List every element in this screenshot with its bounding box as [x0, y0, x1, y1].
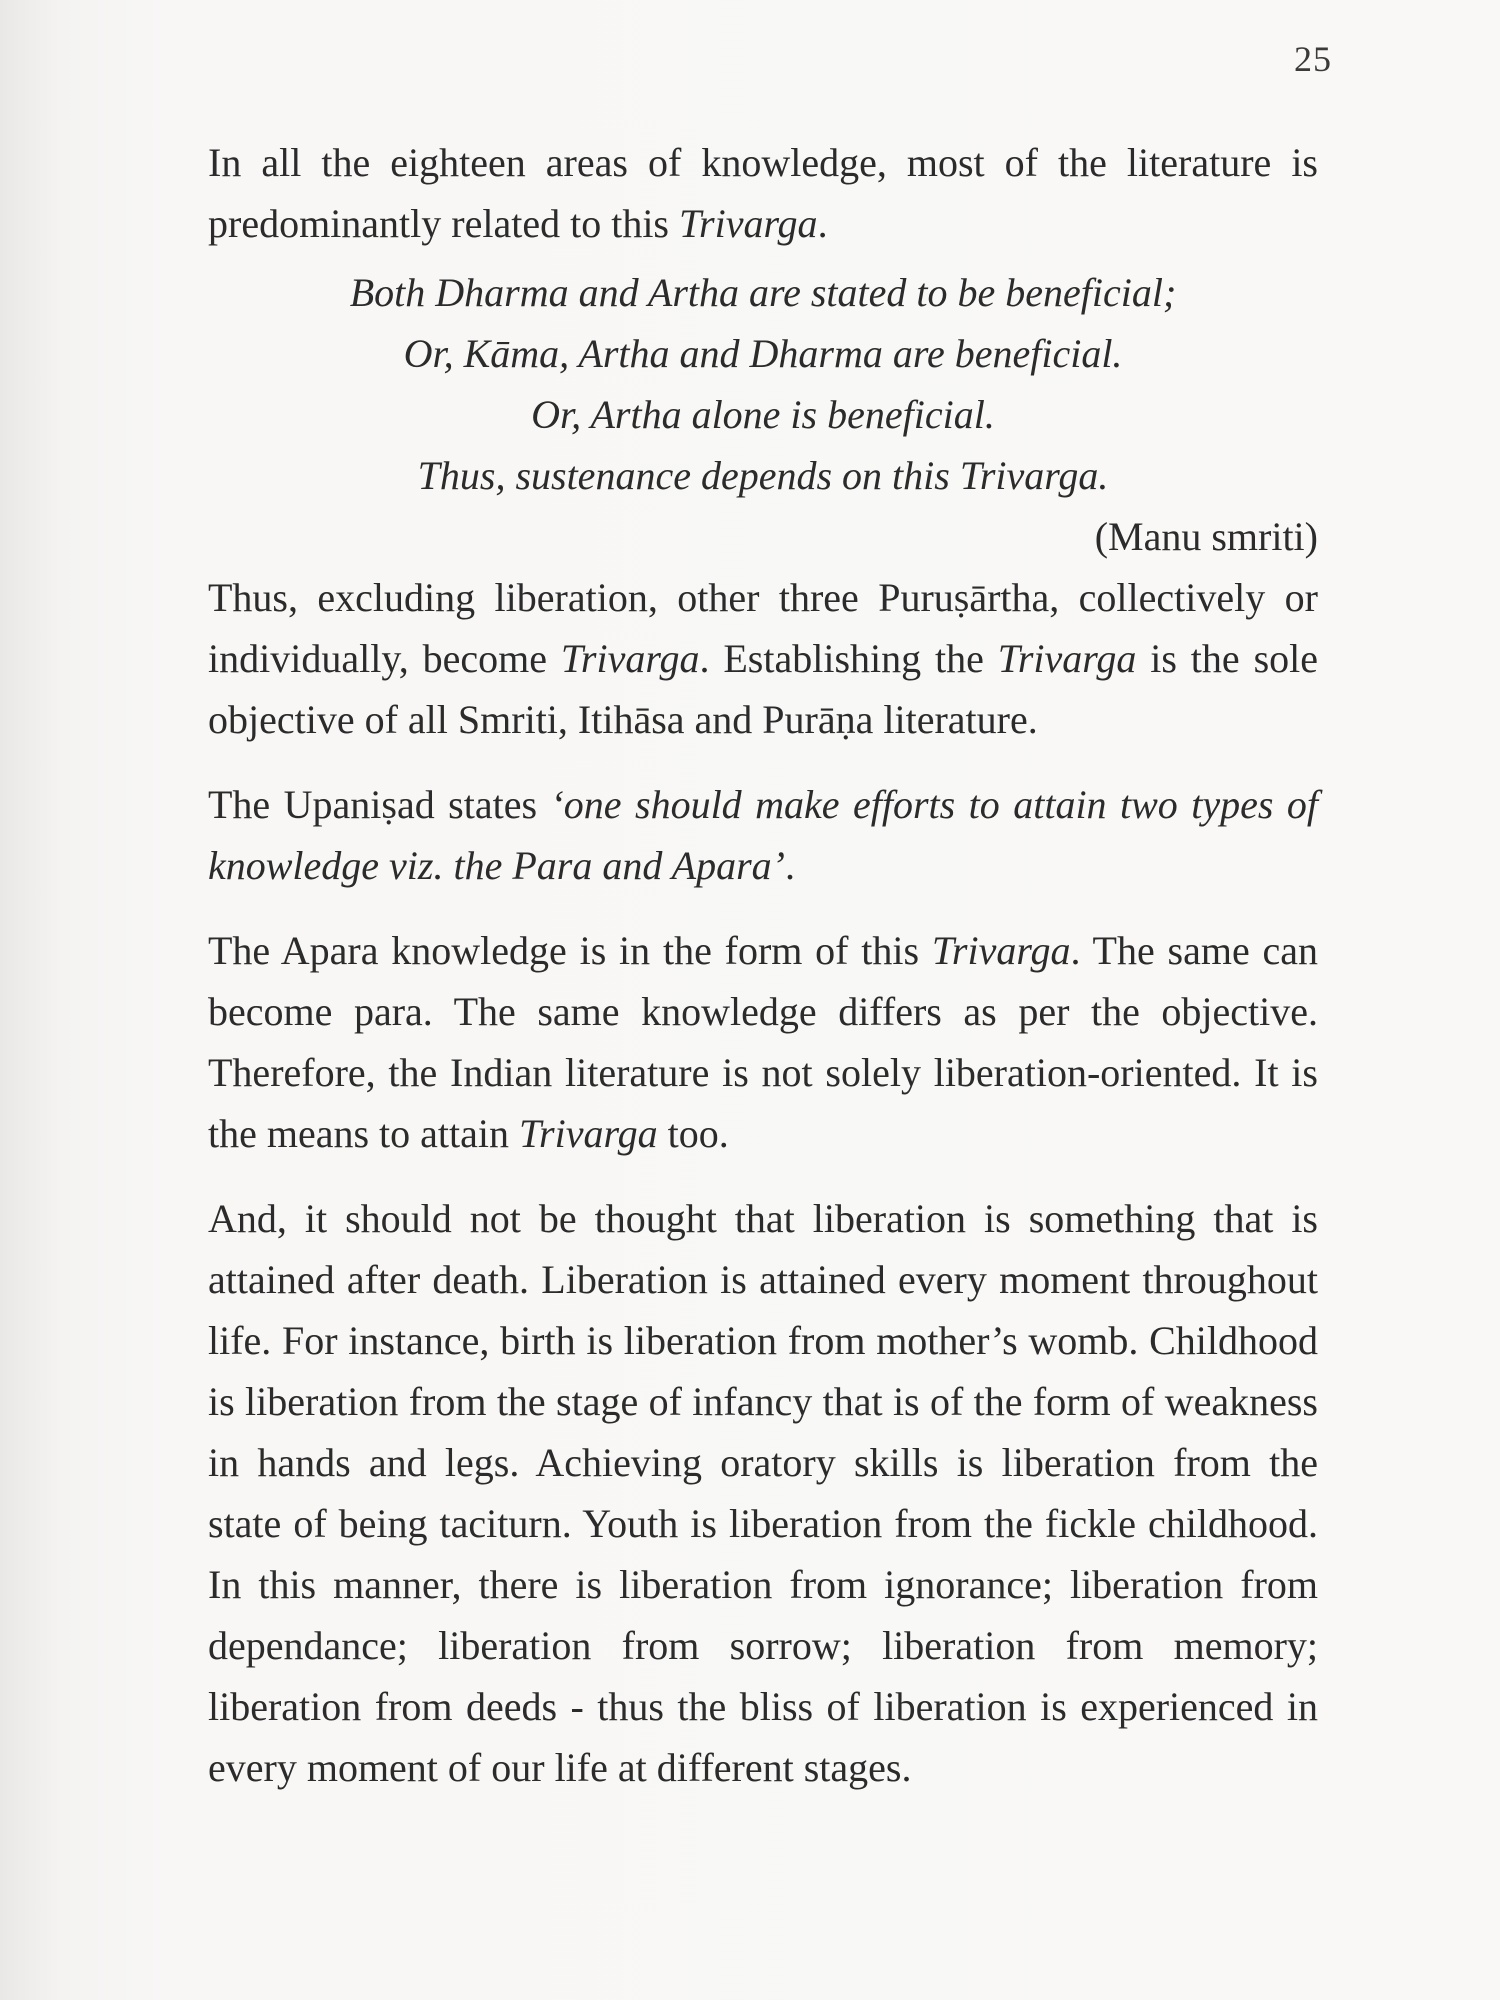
verse-line: Or, Artha alone is beneficial.: [531, 392, 995, 437]
verse-quote: [208, 262, 1318, 506]
verse-line: Or, Kāma, Artha and Dharma are beneficial.: [403, 331, 1123, 376]
paragraph-1: In all the eighteen areas of knowledge, most of the literature is predominantly related to this Trivarga.: [208, 140, 1318, 246]
verse-source: (Manu smriti): [1094, 514, 1318, 559]
verse-line: Both Dharma and Artha are stated to be beneficial;: [349, 270, 1177, 315]
paragraph-3: The Upaniṣad states ‘one should make efforts to attain two types of knowledge viz. the Para and Apara’.: [208, 782, 1318, 888]
paragraph-2: Thus, excluding liberation, other three Puruṣārtha, collectively or individually, become Trivarga. Establishing the Trivarga is the sole objective of all Smriti, Itihāsa and Purāṇa literature.: [208, 575, 1319, 742]
paragraph-5: And, it should not be thought that liberation is something that is attained after death. Liberation is attained every moment throughout life. For instance, birth is liberation from mother’s womb. Childhood is liberation from the stage of infancy that is of the form of weakness in hands and legs. Achieving oratory skills is liberation from the state of being taciturn. Youth is liberation from the fickle childhood. In this manner, there is liberation from ignorance; liberation from dependance; liberation from sorrow; liberation from memory; liberation from deeds - thus the bliss of liberation is experienced in every moment of our life at different stages.: [208, 1196, 1318, 1790]
page-body: [208, 132, 1318, 1822]
verse-line: Thus, sustenance depends on this Trivarga.: [417, 453, 1109, 498]
paragraph-4: The Apara knowledge is in the form of this Trivarga. The same can become para. The same knowledge differs as per the objective. Therefore, the Indian literature is not solely liberation-oriented. It is the means to attain Trivarga too.: [208, 928, 1318, 1156]
page-number: 25: [1294, 39, 1332, 79]
